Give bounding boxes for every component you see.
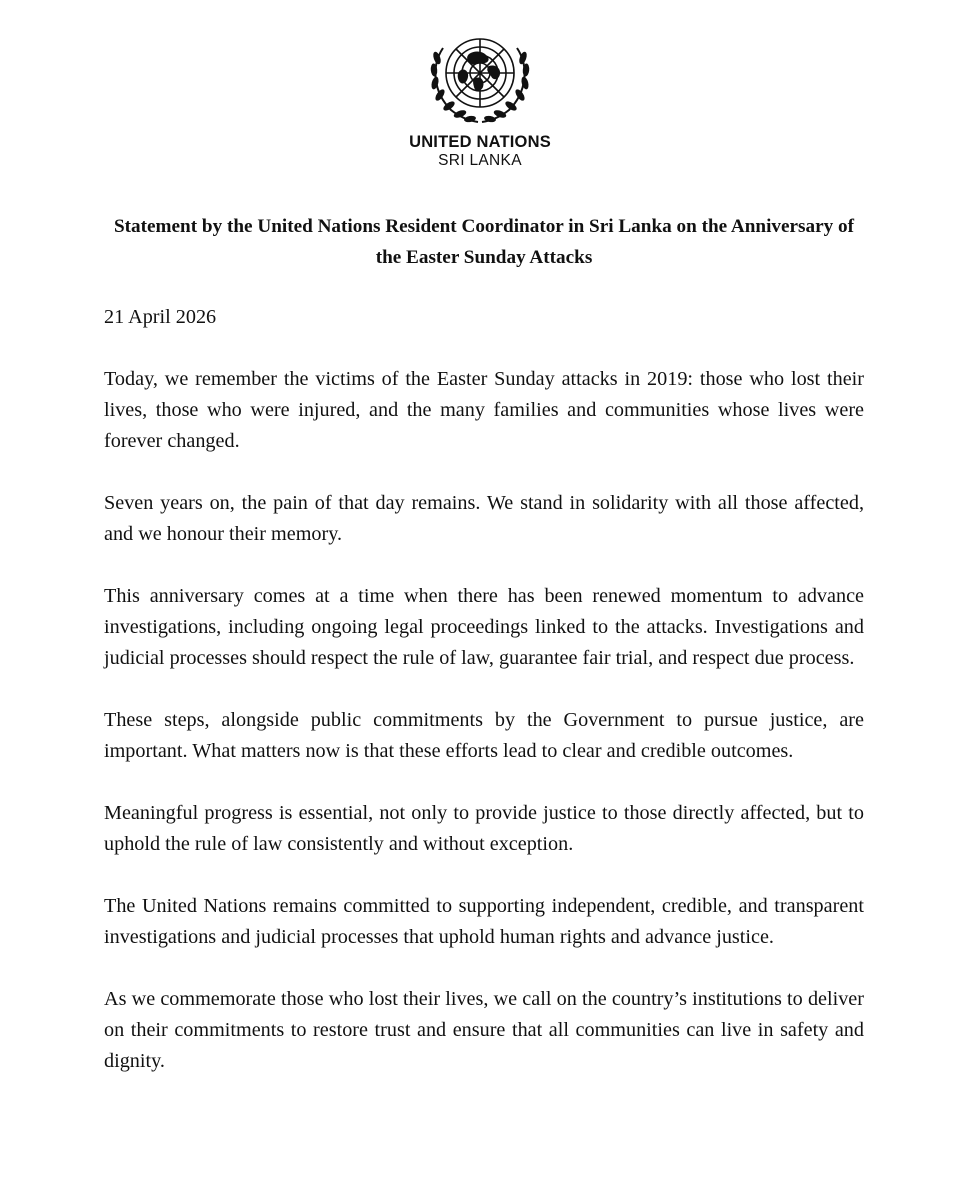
un-emblem-icon: [421, 26, 539, 128]
emblem-container: [0, 26, 960, 128]
paragraph: This anniversary comes at a time when there has been renewed momentum to advance investigations, including ongoing legal proceedings linked to the attacks. Investigations and judicial processes should respect the rule of law, guarantee fair trial, and respect due process.: [104, 585, 864, 669]
paragraph: The United Nations remains committed to supporting independent, credible, and transparent investigations and judicial processes that uphold human rights and advance justice.: [104, 895, 864, 948]
paragraph: Meaningful progress is essential, not only to provide justice to those directly affected, but to uphold the rule of law consistently and without exception.: [104, 802, 864, 855]
statement-body: [104, 302, 864, 1108]
paragraph: These steps, alongside public commitments by the Government to pursue justice, are important. What matters now is that these efforts lead to clear and credible outcomes.: [104, 709, 864, 762]
paragraph: As we commemorate those who lost their lives, we call on the country’s institutions to deliver on their commitments to restore trust and ensure that all communities can live in safety and dignity.: [104, 988, 864, 1072]
organization-country: SRI LANKA: [438, 152, 522, 169]
paragraph: Today, we remember the victims of the Easter Sunday attacks in 2019: those who lost their lives, those who were injured, and the many families and communities whose lives were forever changed.: [104, 368, 864, 452]
statement-date: 21 April 2026: [104, 306, 217, 328]
paragraph: Seven years on, the pain of that day remains. We stand in solidarity with all those affected, and we honour their memory.: [104, 492, 864, 545]
organization-name: UNITED NATIONS: [409, 133, 551, 151]
statement-title: Statement by the United Nations Resident Coordinator in Sri Lanka on the Anniversary of the Easter Sunday Attacks: [113, 216, 854, 268]
